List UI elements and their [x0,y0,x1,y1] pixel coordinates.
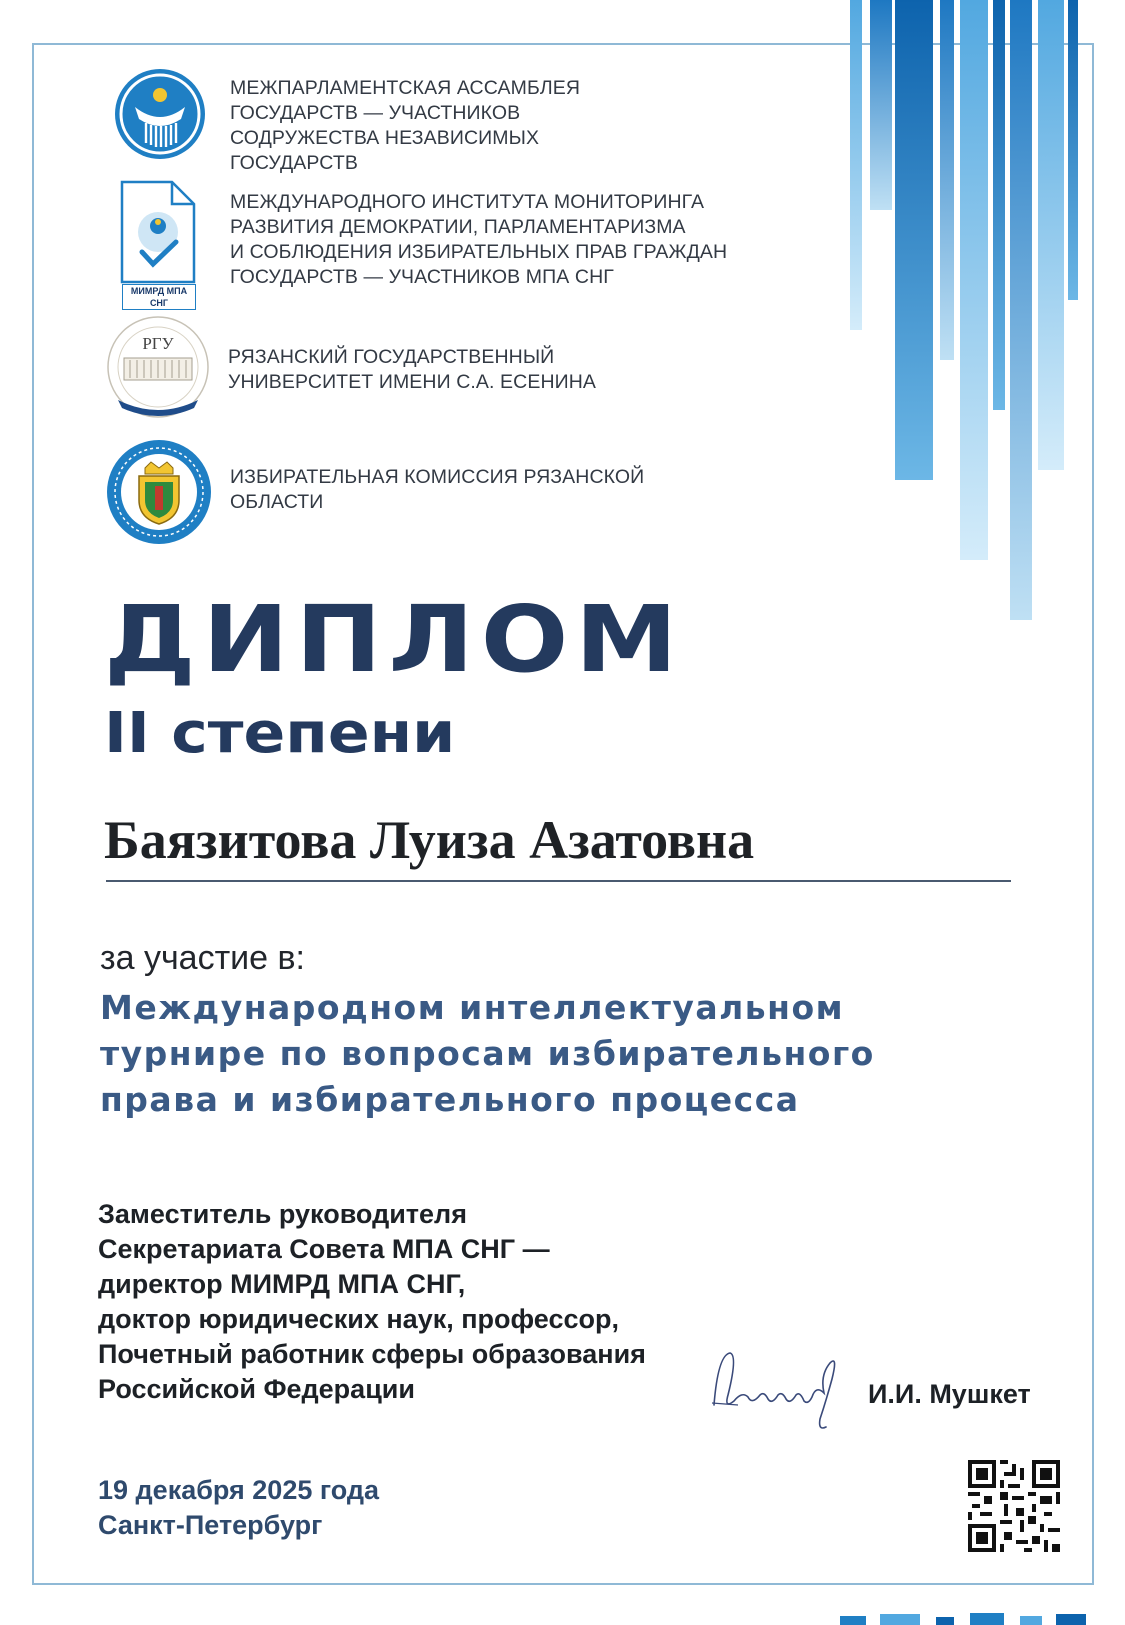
org-mimrd-text: МЕЖДУНАРОДНОГО ИНСТИТУТА МОНИТОРИНГА РАЗВИТИЯ ДЕМОКРАТИИ, ПАРЛАМЕНТАРИЗМА И СОБЛЮДЕНИЯ ИЗБИРАТЕЛЬНЫХ ПРАВ ГРАЖДАН ГОСУДАРСТВ — УЧАСТНИКОВ МПА СНГ [230,191,728,288]
org-rsu [228,345,596,395]
org-mimrd [230,190,727,290]
event-title [100,985,1020,1123]
signer-position [98,1197,646,1407]
event-title-line: права и избирательного процесса [100,1080,800,1119]
ryazan-election-commission-seal-icon [105,438,213,546]
decorative-stripes-bottom [840,1612,1100,1625]
org-ryazan-commission [230,465,644,515]
qr-code-icon [968,1460,1060,1552]
handwritten-signature [708,1335,858,1435]
position-line: Российской Федерации [98,1374,415,1404]
org-mpa-cis-text: МЕЖПАРЛАМЕНТСКАЯ АССАМБЛЕЯ ГОСУДАРСТВ — УЧАСТНИКОВ СОДРУЖЕСТВА НЕЗАВИСИМЫХ ГОСУДАРСТВ [230,77,581,174]
event-title-line: турнире по вопросам избирательного [100,1034,875,1073]
position-line: директор МИМРД МПА СНГ, [98,1269,466,1299]
rsu-seal-caption: РГУ [142,334,174,353]
mimrd-logo-caption: МИМРД МПА СНГ [122,284,196,310]
position-line: Почетный работник сферы образования [98,1339,646,1369]
rsu-seal-icon [104,312,212,422]
mimrd-document-check-icon [120,180,196,308]
diploma-title: ДИПЛОМ [104,586,685,693]
org-rsu-text: РЯЗАНСКИЙ ГОСУДАРСТВЕННЫЙ УНИВЕРСИТЕТ ИМЕНИ С.А. ЕСЕНИНА [228,346,597,393]
signer-name: И.И. Мушкет [868,1379,1031,1409]
recipient-name: Баязитова Луиза Азатовна [104,810,755,870]
position-line: доктор юридических наук, профессор, [98,1304,619,1334]
participation-label: за участие в: [100,939,305,977]
org-mpa-cis [230,76,580,176]
position-line: Заместитель руководителя [98,1199,467,1229]
event-title-line: Международном интеллектуальном [100,988,845,1027]
position-line: Секретариата Совета МПА СНГ — [98,1234,550,1264]
org-ryazan-commission-text: ИЗБИРАТЕЛЬНАЯ КОМИССИЯ РЯЗАНСКОЙ ОБЛАСТИ [230,466,645,513]
diploma-degree: II степени [104,701,456,766]
issue-city: Санкт-Петербург [98,1510,323,1540]
cis-ipa-emblem-icon [113,67,207,161]
name-underline [106,880,1011,882]
issue-date: 19 декабря 2025 года [98,1475,380,1505]
